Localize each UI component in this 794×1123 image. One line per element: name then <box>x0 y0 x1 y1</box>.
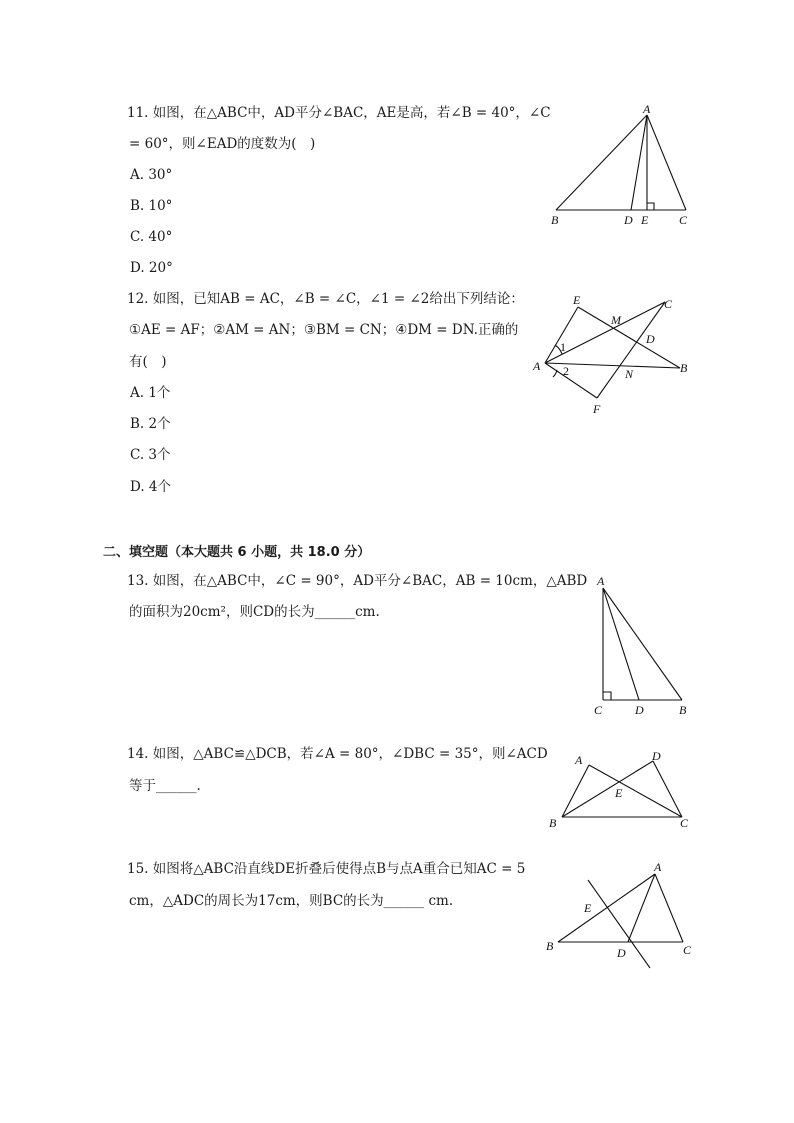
q14-label-b: B <box>549 816 557 830</box>
q12-label-a: A <box>533 359 541 373</box>
q14-label-d: D <box>652 749 661 763</box>
q13-label-a: A <box>597 574 605 588</box>
q14-side-db <box>562 761 653 817</box>
q13-triangle-figure <box>585 570 700 720</box>
q11-triangle-figure <box>540 100 700 230</box>
q13-label-c: C <box>594 703 603 717</box>
q12-label-n: N <box>625 367 634 381</box>
q11-label-c: C <box>679 213 688 227</box>
q15-label-b: B <box>546 939 554 953</box>
q15-side-ba <box>558 874 655 942</box>
q15-text-line2: cm，△ADC的周长为17cm，则BC的长为______ cm. <box>129 893 454 909</box>
section-fill-in-title: 二、填空题（本大题共 6 小题，共 18.0 分） <box>103 545 371 560</box>
q11-option-b[interactable]: B. 10° <box>130 198 173 214</box>
q13-right-angle-mark <box>603 692 611 700</box>
q11-option-c[interactable]: C. 40° <box>130 229 173 245</box>
q11-text-line1: 11. 如图，在△ABC中，AD平分∠BAC，AE是高，若∠B = 40°，∠C <box>127 105 551 121</box>
q12-text-line2: ①AE = AF；②AM = AN；③BM = CN；④DM = DN.正确的 <box>129 322 519 338</box>
q12-option-c[interactable]: C. 3个 <box>130 447 171 463</box>
q12-label-b: B <box>680 361 688 375</box>
q14-label-c: C <box>680 816 689 830</box>
q13-side-ab <box>603 588 682 700</box>
q15-segment-ad <box>628 874 655 942</box>
q14-label-a: A <box>575 753 583 767</box>
q12-option-a[interactable]: A. 1个 <box>130 385 171 401</box>
q15-figure <box>540 860 700 975</box>
q12-label-m: M <box>611 313 621 327</box>
q15-label-d: D <box>617 946 626 960</box>
q11-right-angle-mark <box>647 203 654 210</box>
q12-segment-cf <box>597 302 665 398</box>
q11-label-e: E <box>641 213 649 227</box>
q11-label-a: A <box>643 102 651 116</box>
q15-text-line1: 15. 如图将△ABC沿直线DE折叠后使得点B与点A重合已知AC = 5 <box>127 861 526 877</box>
q12-label-c: C <box>664 297 673 311</box>
q11-text-line2: = 60°，则∠EAD的度数为( ) <box>129 136 316 152</box>
q11-side-ac <box>647 115 686 210</box>
q14-text-line1: 14. 如图，△ABC≌△DCB，若∠A = 80°，∠DBC = 35°，则∠ACD <box>127 746 548 762</box>
q12-angle-2-arc <box>553 370 557 377</box>
q15-label-a: A <box>654 860 662 874</box>
q13-text-line2: 的面积为20cm²，则CD的长为______cm. <box>129 604 380 620</box>
q12-label-e: E <box>573 293 581 307</box>
q12-segment-af <box>545 363 597 398</box>
q13-bisector-ad <box>603 588 639 700</box>
q15-label-c: C <box>683 943 692 957</box>
q12-text-line3: 有( ) <box>129 354 167 370</box>
q12-label-f: F <box>593 402 601 416</box>
q14-label-e: E <box>615 786 623 800</box>
q15-label-e: E <box>584 901 592 915</box>
q11-option-d[interactable]: D. 20° <box>130 260 173 276</box>
q14-text-line2: 等于______. <box>129 778 201 794</box>
q13-text-line1: 13. 如图，在△ABC中，∠C = 90°，AD平分∠BAC，AB = 10cm，△ABD <box>127 573 588 589</box>
q12-option-d[interactable]: D. 4个 <box>130 479 172 495</box>
q11-label-d: D <box>624 213 633 227</box>
q13-label-b: B <box>679 703 687 717</box>
q12-segment-eb <box>578 307 680 368</box>
q12-figure <box>525 290 705 420</box>
q14-figure <box>540 745 700 835</box>
q11-option-a[interactable]: A. 30° <box>130 167 173 183</box>
q12-label-angle-2: 2 <box>563 364 569 378</box>
q12-text-line1: 12. 如图，已知AB = AC，∠B = ∠C，∠1 = ∠2给出下列结论： <box>127 291 524 307</box>
q12-label-d: D <box>646 332 655 346</box>
q15-side-ac <box>655 874 683 942</box>
q11-label-b: B <box>551 213 559 227</box>
q13-label-d: D <box>635 703 644 717</box>
q12-label-angle-1: 1 <box>560 340 566 354</box>
q12-option-b[interactable]: B. 2个 <box>130 416 171 432</box>
